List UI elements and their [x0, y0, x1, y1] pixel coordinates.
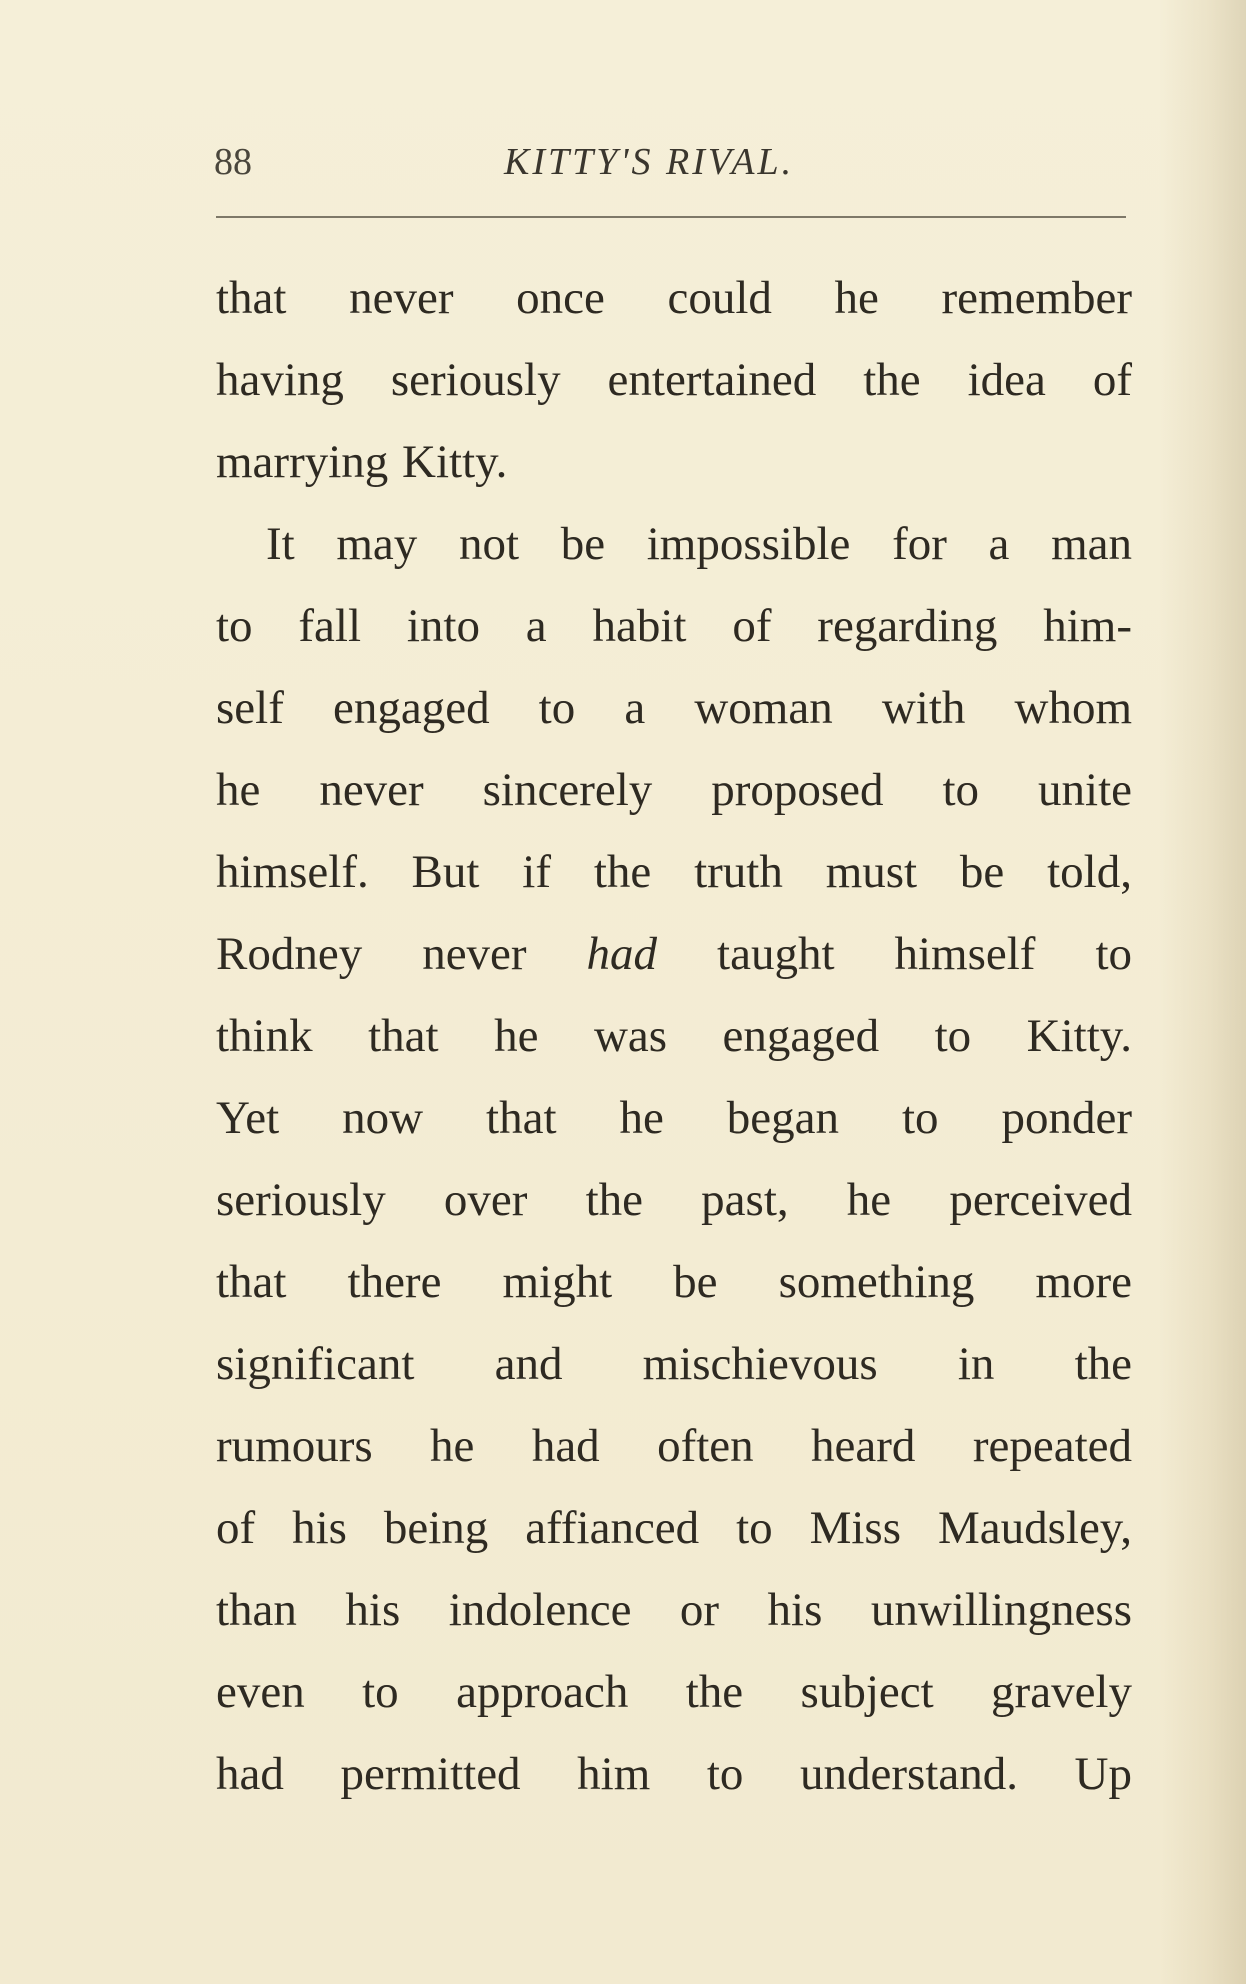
text-line: to fall into a habit of regarding him-: [216, 600, 1132, 652]
text-line: had permitted him to understand. Up: [216, 1748, 1132, 1800]
text-line: having seriously entertained the idea of: [216, 354, 1132, 406]
text-line: significant and mischievous in the: [216, 1338, 1132, 1390]
text-line: than his indolence or his unwillingness: [216, 1584, 1132, 1636]
text-line: he never sincerely proposed to unite: [216, 764, 1132, 816]
text-span: Rodney never: [216, 928, 527, 980]
page-number: 88: [214, 141, 252, 183]
text-line: rumours he had often heard repeated: [216, 1420, 1132, 1472]
header-rule: [216, 216, 1126, 218]
text-line: Yet now that he began to ponder: [216, 1092, 1132, 1144]
emphasized-word: had: [586, 928, 658, 980]
running-title: KITTY'S RIVAL.: [504, 141, 795, 183]
text-line: himself. But if the truth must be told,: [216, 846, 1132, 898]
text-line: that never once could he remember: [216, 272, 1132, 324]
body-text: [216, 256, 1132, 1856]
running-head: [214, 140, 1124, 190]
text-line-with-emphasis: [216, 912, 1132, 996]
text-line: marrying Kitty.: [216, 436, 508, 488]
text-line: that there might be something more: [216, 1256, 1132, 1308]
paragraph-first-line: It may not be impossible for a man: [266, 518, 1132, 570]
text-line: seriously over the past, he perceived: [216, 1174, 1132, 1226]
text-line: think that he was engaged to Kitty.: [216, 1010, 1132, 1062]
text-line: of his being affianced to Miss Maudsley,: [216, 1502, 1132, 1554]
text-line: self engaged to a woman with whom: [216, 682, 1132, 734]
text-line: even to approach the subject gravely: [216, 1666, 1132, 1718]
text-span: taught himself to: [717, 928, 1132, 980]
